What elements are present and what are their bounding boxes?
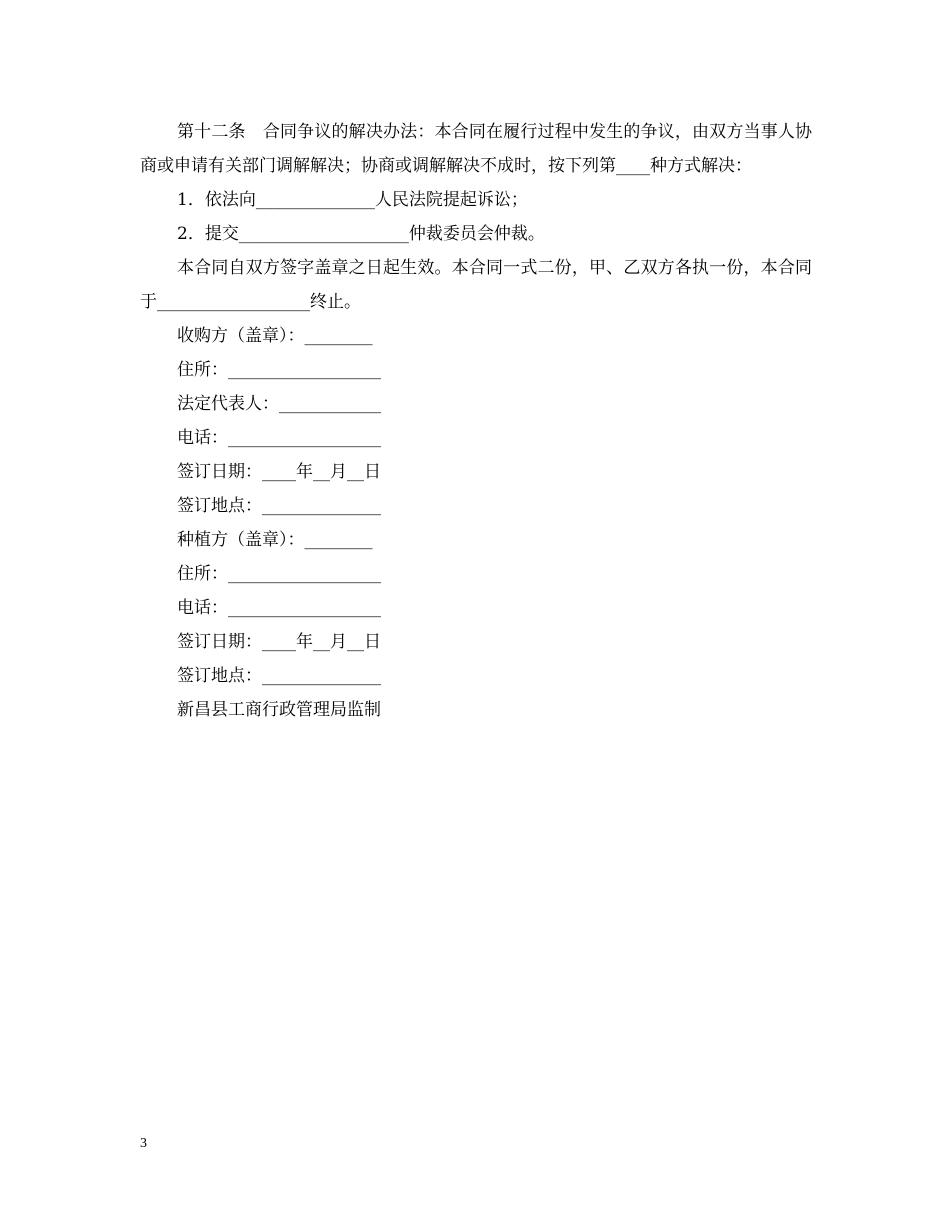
- grower-phone-line: 电话：__________________: [177, 598, 381, 618]
- option-arbitration: 2．提交____________________仲裁委员会仲裁。: [177, 224, 545, 244]
- page-number: 3: [140, 1136, 147, 1151]
- article-12-paragraph: 第十二条 合同争议的解决办法：本合同在履行过程中发生的争议，由双方当事人协商或申请有关部门调解解决；协商或调解解决不成时，按下列第____种方式解决：: [140, 122, 812, 176]
- buyer-address-line: 住所：__________________: [177, 360, 381, 380]
- document-body: [140, 115, 812, 727]
- buyer-sign-date-line: 签订日期：____年__月__日: [177, 462, 381, 482]
- grower-signature-block: [140, 523, 812, 693]
- grower-sign-date-line: 签订日期：____年__月__日: [177, 632, 381, 652]
- buyer-seal-line: 收购方（盖章）：________: [177, 326, 373, 346]
- buyer-phone-line: 电话：__________________: [177, 428, 381, 448]
- option-litigation: 1．依法向______________人民法院提起诉讼；: [177, 190, 528, 210]
- buyer-sign-place-line: 签订地点：______________: [177, 496, 381, 516]
- buyer-legal-rep-line: 法定代表人：____________: [177, 394, 381, 414]
- grower-seal-line: 种植方（盖章）：________: [177, 530, 373, 550]
- grower-sign-place-line: 签订地点：______________: [177, 666, 381, 686]
- effective-clause-paragraph: 本合同自双方签字盖章之日起生效。本合同一式二份，甲、乙双方各执一份，本合同于__________________终止。: [140, 258, 812, 312]
- buyer-signature-block: [140, 319, 812, 523]
- grower-address-line: 住所：__________________: [177, 564, 381, 584]
- supervision-line: 新昌县工商行政管理局监制: [177, 700, 381, 720]
